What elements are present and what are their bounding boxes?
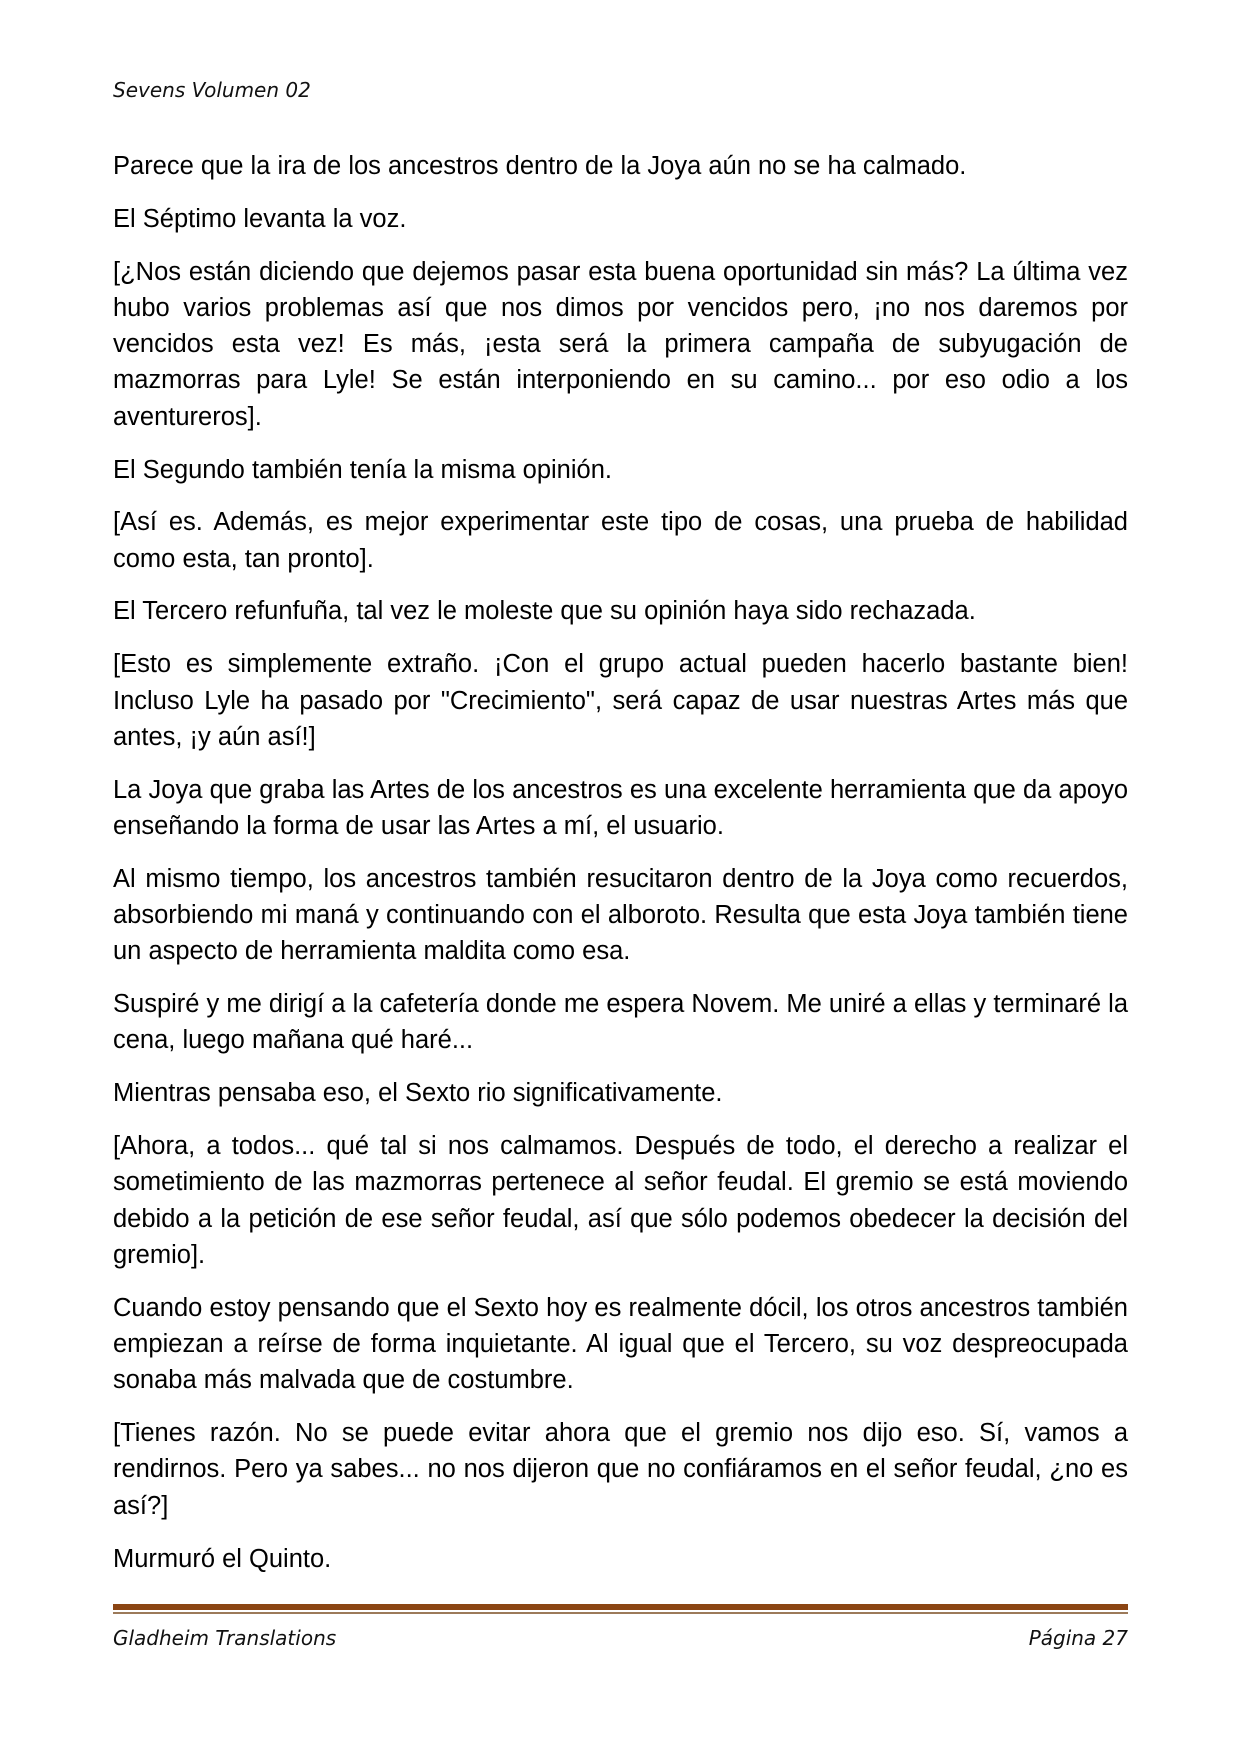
paragraph: Suspiré y me dirigí a la cafetería donde me espera Novem. Me uniré a ellas y terminaré la cena, luego mañana qué haré...	[113, 990, 1128, 1055]
paragraph: La Joya que graba las Artes de los ancestros es una excelente herramienta que da apoyo enseñando la forma de usar las Artes a mí, el usuario.	[113, 775, 1128, 840]
paragraph: [Así es. Además, es mejor experimentar este tipo de cosas, una prueba de habilidad como esta, tan pronto].	[113, 508, 1128, 573]
running-header: Sevens Volumen 02	[113, 78, 311, 102]
footer-credit: Gladheim Translations	[113, 1626, 337, 1650]
footer-rule-thick	[113, 1604, 1128, 1610]
paragraph: Cuando estoy pensando que el Sexto hoy es realmente dócil, los otros ancestros también empiezan a reírse de forma inquietante. Al igual que el Tercero, su voz despreocupada sonaba más malvada que de costumbre.	[113, 1293, 1128, 1395]
paragraph: Mientras pensaba eso, el Sexto rio significativamente.	[113, 1079, 723, 1108]
paragraph: Parece que la ira de los ancestros dentro de la Joya aún no se ha calmado.	[113, 152, 967, 180]
paragraph: [¿Nos están diciendo que dejemos pasar esta buena oportunidad sin más? La última vez hubo varios problemas así que nos dimos por vencidos pero, ¡no nos daremos por vencidos esta vez! Es más, ¡esta será la primera campaña de subyugación de mazmorras para Lyle! Se están interponiendo en su camino... por eso odio a los aventureros].	[113, 257, 1128, 431]
paragraph: [Ahora, a todos... qué tal si nos calmamos. Después de todo, el derecho a realizar el sometimiento de las mazmorras pertenece al señor feudal. El gremio se está moviendo debido a la petición de ese señor feudal, así que sólo podemos obedecer la decisión del gremio].	[113, 1132, 1128, 1269]
paragraph: [Esto es simplemente extraño. ¡Con el grupo actual pueden hacerlo bastante bien! Incluso Lyle ha pasado por "Crecimiento", será capaz de usar nuestras Artes más que antes, ¡y aún así!]	[113, 650, 1128, 751]
paragraph: Murmuró el Quinto.	[113, 1544, 332, 1573]
paragraph: El Tercero refunfuña, tal vez le moleste que su opinión haya sido rechazada.	[113, 597, 976, 626]
paragraph: [Tienes razón. No se puede evitar ahora que el gremio nos dijo eso. Sí, vamos a rendirnos. Pero ya sabes... no nos dijeron que no confiáramos en el señor feudal, ¿no es así?]	[113, 1419, 1128, 1520]
paragraph: Al mismo tiempo, los ancestros también resucitaron dentro de la Joya como recuerdos, absorbiendo mi maná y continuando con el alboroto. Resulta que esta Joya también tiene un aspecto de herramienta maldita como esa.	[113, 864, 1128, 966]
paragraph: El Séptimo levanta la voz.	[113, 204, 407, 233]
footer-rule-thin	[113, 1612, 1128, 1614]
paragraph: El Segundo también tenía la misma opinión.	[113, 455, 612, 484]
body-text	[113, 148, 1128, 1593]
page-number: Página 27	[1028, 1626, 1128, 1650]
